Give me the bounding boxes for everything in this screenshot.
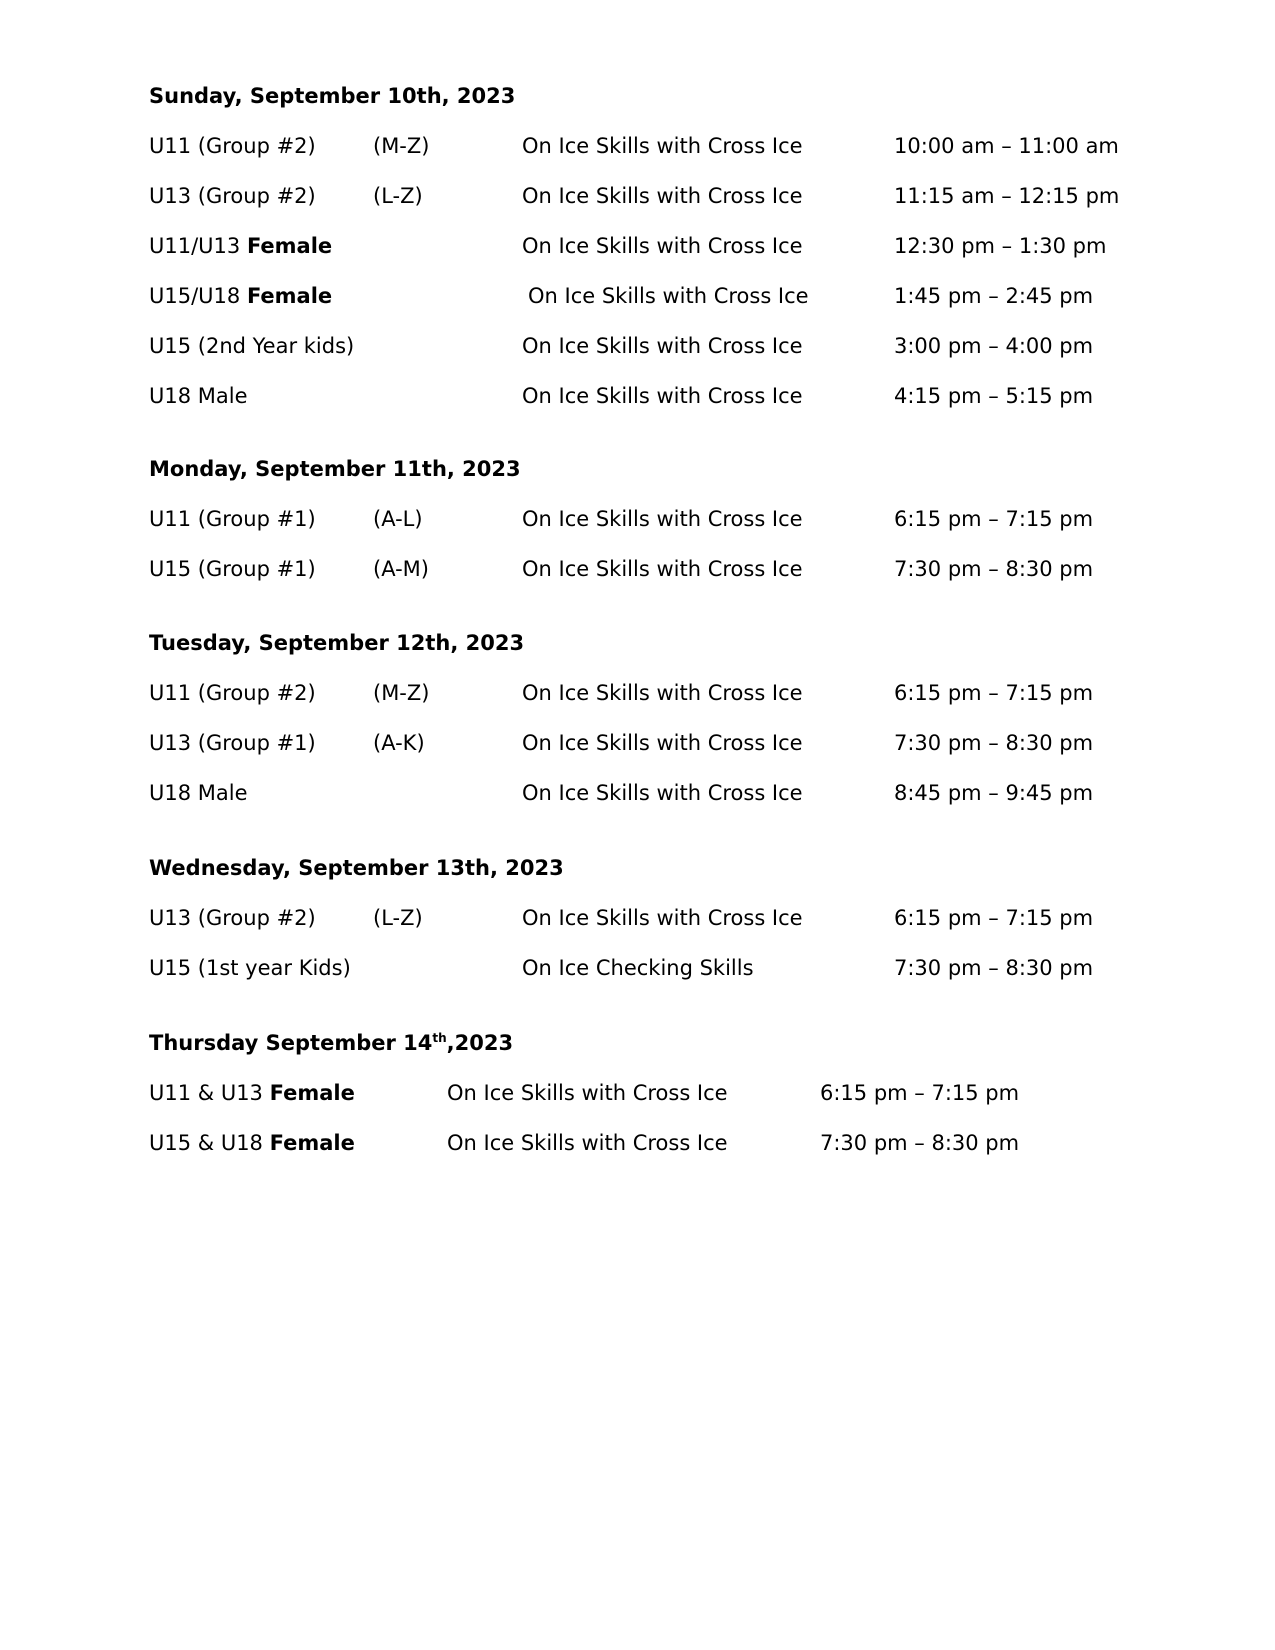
activity-label: On Ice Skills with Cross Ice <box>522 906 803 930</box>
group-label <box>149 233 332 259</box>
activity-label: On Ice Skills with Cross Ice <box>522 781 803 805</box>
day-heading-tuesday: Tuesday, September 12th, 2023 <box>149 631 525 655</box>
schedule-row <box>0 730 1275 756</box>
activity-label: On Ice Skills with Cross Ice <box>522 731 803 755</box>
name-range: (M-Z) <box>373 134 430 158</box>
time-slot: 6:15 pm – 7:15 pm <box>894 681 1094 705</box>
group-label: U15 (Group #1) <box>149 557 316 581</box>
name-range: (L-Z) <box>373 184 423 208</box>
group-label: U15 (1st year Kids) <box>149 956 351 980</box>
time-slot: 11:15 am – 12:15 pm <box>894 184 1120 208</box>
schedule-row <box>0 1080 1275 1106</box>
group-label-bold: Female <box>269 1131 355 1155</box>
group-label-bold: Female <box>269 1081 355 1105</box>
time-slot: 7:30 pm – 8:30 pm <box>820 1131 1020 1155</box>
time-slot: 6:15 pm – 7:15 pm <box>894 507 1094 531</box>
activity-label: On Ice Checking Skills <box>522 956 754 980</box>
schedule-row <box>0 283 1275 309</box>
schedule-row <box>0 955 1275 981</box>
time-slot: 7:30 pm – 8:30 pm <box>894 557 1094 581</box>
group-label <box>149 1130 355 1156</box>
schedule-row <box>0 1130 1275 1156</box>
activity-label: On Ice Skills with Cross Ice <box>522 234 803 258</box>
time-slot: 6:15 pm – 7:15 pm <box>820 1081 1020 1105</box>
name-range: (M-Z) <box>373 681 430 705</box>
schedule-row <box>0 383 1275 409</box>
group-label: U15 (2nd Year kids) <box>149 334 355 358</box>
schedule-row <box>0 506 1275 532</box>
group-label-prefix: U11/U13 <box>149 234 247 258</box>
group-label-bold: Female <box>246 284 333 308</box>
time-slot: 7:30 pm – 8:30 pm <box>894 731 1094 755</box>
group-label <box>149 1080 355 1106</box>
time-slot: 8:45 pm – 9:45 pm <box>894 781 1094 805</box>
time-slot: 12:30 pm – 1:30 pm <box>894 234 1107 258</box>
activity-label: On Ice Skills with Cross Ice <box>447 1081 728 1105</box>
group-label: U18 Male <box>149 384 248 408</box>
time-slot: 10:00 am – 11:00 am <box>894 134 1119 158</box>
schedule-row <box>0 133 1275 159</box>
activity-label: On Ice Skills with Cross Ice <box>447 1131 728 1155</box>
activity-label: On Ice Skills with Cross Ice <box>522 681 803 705</box>
group-label-prefix: U15 & U18 <box>149 1131 270 1155</box>
group-label: U11 (Group #1) <box>149 507 316 531</box>
activity-label: On Ice Skills with Cross Ice <box>522 507 803 531</box>
time-slot: 1:45 pm – 2:45 pm <box>894 284 1094 308</box>
schedule-row <box>0 905 1275 931</box>
day-heading-wednesday: Wednesday, September 13th, 2023 <box>149 856 564 880</box>
activity-label: On Ice Skills with Cross Ice <box>522 184 803 208</box>
group-label <box>149 283 332 309</box>
time-slot: 6:15 pm – 7:15 pm <box>894 906 1094 930</box>
schedule-row <box>0 556 1275 582</box>
heading-superscript: th <box>432 1031 447 1045</box>
day-heading-sunday: Sunday, September 10th, 2023 <box>149 84 516 108</box>
activity-label: On Ice Skills with Cross Ice <box>528 284 809 308</box>
name-range: (A-M) <box>373 557 429 581</box>
name-range: (L-Z) <box>373 906 423 930</box>
group-label: U13 (Group #2) <box>149 906 316 930</box>
heading-prefix: Thursday September 14 <box>149 1031 433 1055</box>
group-label: U13 (Group #1) <box>149 731 316 755</box>
group-label: U11 (Group #2) <box>149 681 316 705</box>
schedule-row <box>0 233 1275 259</box>
group-label: U13 (Group #2) <box>149 184 316 208</box>
schedule-row <box>0 680 1275 706</box>
heading-suffix: ,2023 <box>446 1031 514 1055</box>
time-slot: 4:15 pm – 5:15 pm <box>894 384 1094 408</box>
group-label-bold: Female <box>246 234 333 258</box>
group-label-prefix: U11 & U13 <box>149 1081 270 1105</box>
activity-label: On Ice Skills with Cross Ice <box>522 557 803 581</box>
group-label: U18 Male <box>149 781 248 805</box>
time-slot: 3:00 pm – 4:00 pm <box>894 334 1094 358</box>
group-label-prefix: U15/U18 <box>149 284 247 308</box>
activity-label: On Ice Skills with Cross Ice <box>522 384 803 408</box>
schedule-row <box>0 333 1275 359</box>
group-label: U11 (Group #2) <box>149 134 316 158</box>
activity-label: On Ice Skills with Cross Ice <box>522 134 803 158</box>
schedule-row <box>0 183 1275 209</box>
activity-label: On Ice Skills with Cross Ice <box>522 334 803 358</box>
day-heading-monday: Monday, September 11th, 2023 <box>149 457 521 481</box>
name-range: (A-K) <box>373 731 425 755</box>
time-slot: 7:30 pm – 8:30 pm <box>894 956 1094 980</box>
schedule-row <box>0 780 1275 806</box>
day-heading-thursday <box>149 1030 513 1056</box>
name-range: (A-L) <box>373 507 423 531</box>
